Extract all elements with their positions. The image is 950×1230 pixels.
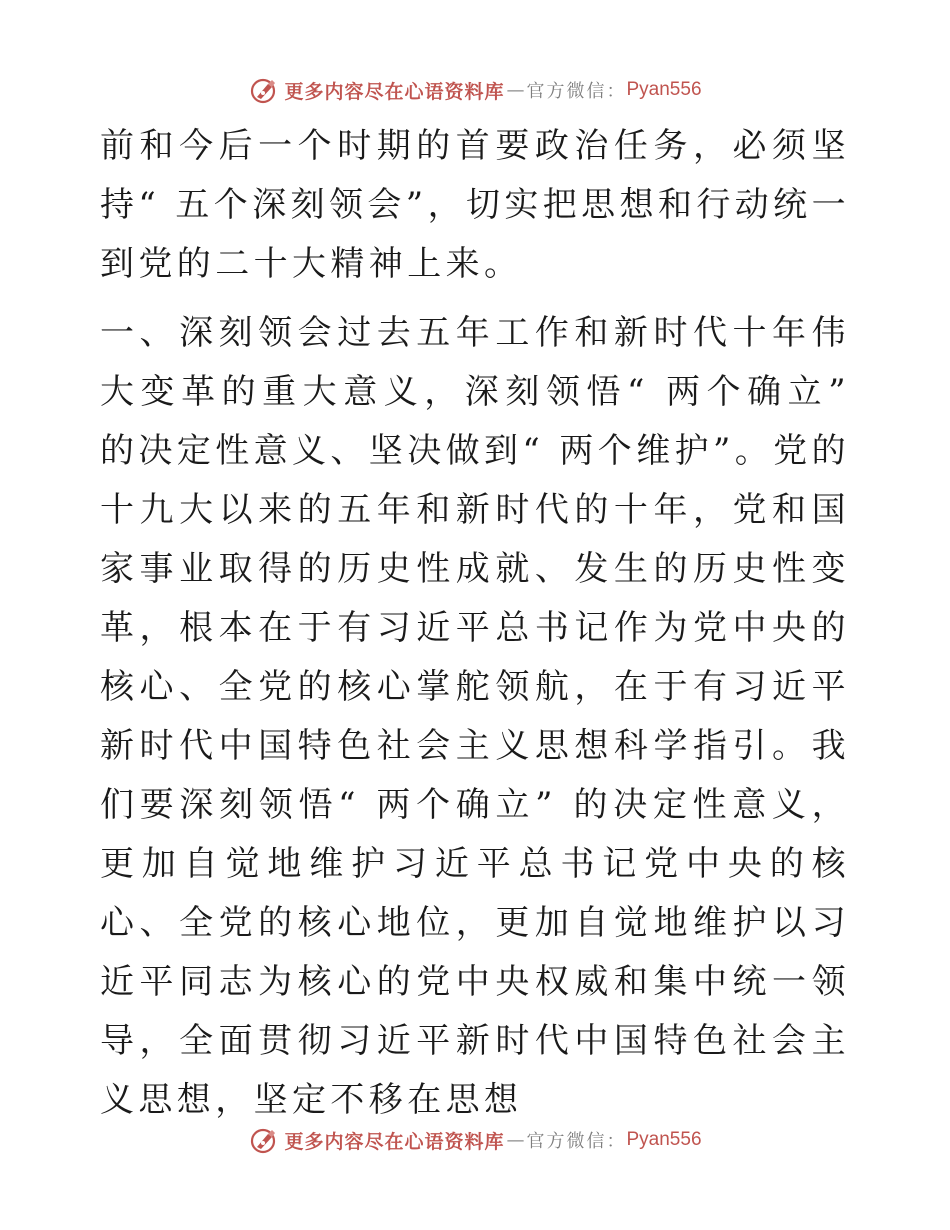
footer-banner-wechat-id: Pyan556 <box>626 1129 702 1150</box>
paragraph-1: 前和今后一个时期的首要政治任务，必须坚持“ 五个深刻领会”，切实把思想和行动统一到党的二十大精神上来。 <box>100 126 850 284</box>
footer-banner-wechat-label: 官方微信： <box>526 1131 627 1152</box>
header-banner <box>0 70 950 110</box>
banner-dash: — <box>506 79 525 101</box>
banner-title: 更多内容尽在心语资料库 <box>284 80 505 103</box>
banner-wechat-id: Pyan556 <box>626 79 702 100</box>
document-body <box>100 117 850 1130</box>
footer-banner-dash: — <box>506 1129 525 1151</box>
footer-banner-title: 更多内容尽在心语资料库 <box>284 1130 505 1153</box>
banner-wechat-label: 官方微信： <box>526 81 627 102</box>
pen-nib-logo-icon <box>248 75 278 105</box>
footer-banner <box>0 1120 950 1160</box>
pen-nib-logo-icon <box>248 1125 278 1155</box>
paragraph-2: 一、深刻领会过去五年工作和新时代十年伟大变革的重大意义，深刻领悟“ 两个确立” 的决定性意义、坚决做到“ 两个维护”。党的十九大以来的五年和新时代的十年，党和国家事业取得的历史性成就、发生的历史性变革，根本在于有习近平总书记作为党中央的核心、全党的核心掌舵领航，在于有习近平新时代中国特色社会主义思想科学指引。我们要深刻领悟“ 两个确立” 的决定性意义，更加自觉地维护习近平总书记党中央的核心、全党的核心地位，更加自觉地维护以习近平同志为核心的党中央权威和集中统一领导，全面贯彻习近平新时代中国特色社会主义思想，坚定不移在思想 <box>100 313 850 1120</box>
